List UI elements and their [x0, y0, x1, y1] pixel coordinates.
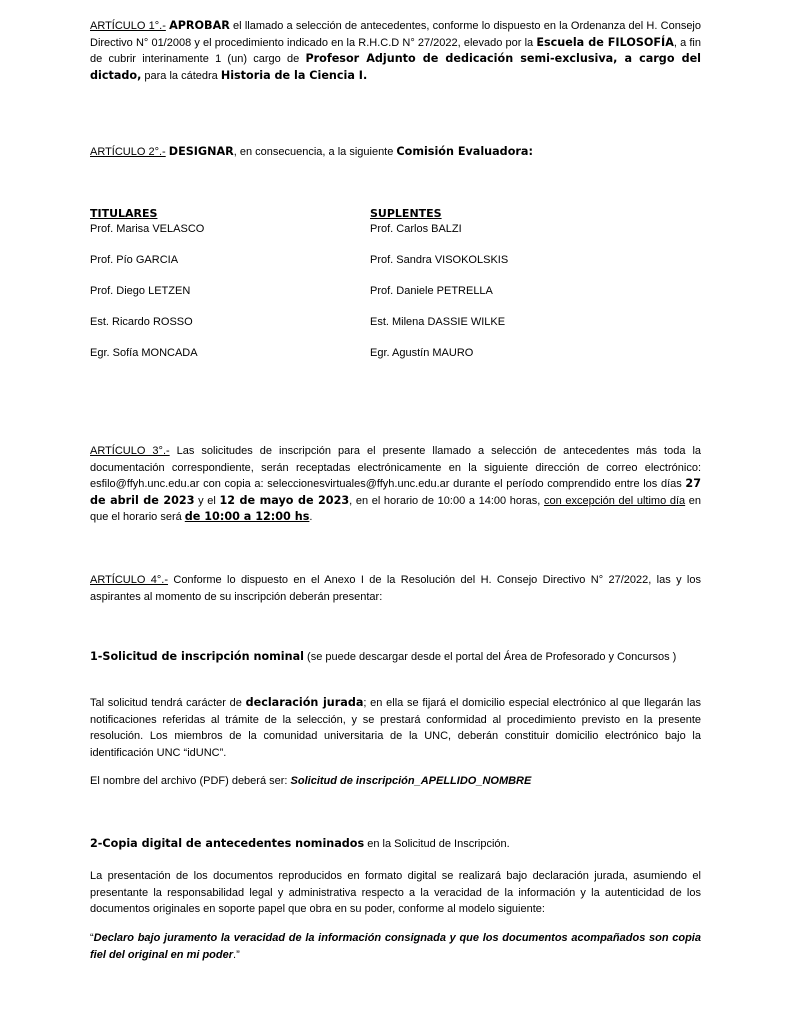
article-3-text-5: . — [309, 511, 313, 523]
article-1-label: ARTÍCULO 1°.- — [90, 20, 166, 32]
article-3-hours: de 10:00 a 12:00 hs — [184, 510, 310, 523]
article-1-course: Historia de la Ciencia I. — [220, 68, 368, 82]
paragraph-filename — [90, 773, 701, 790]
suplentes-column — [370, 207, 630, 359]
article-3-text-3: , en el horario de 10:00 a 14:00 horas, — [349, 494, 544, 507]
article-1-verb: APROBAR — [169, 19, 230, 32]
item-2-title: 2-Copia digital de antecedentes nominados — [90, 837, 365, 850]
article-4-label: ARTÍCULO 4°.- — [90, 574, 169, 586]
article-3-date-end: 12 de mayo de 2023 — [219, 493, 350, 507]
titulares-header: TITULARES — [90, 207, 158, 220]
article-1 — [90, 18, 701, 84]
paragraph-digital-copy — [90, 868, 701, 918]
titular-member: Egr. Sofía MONCADA — [90, 347, 198, 359]
paragraph-digital-copy-text: La presentación de los documentos reproducidos en formato digital se realizará bajo declaración jurada, asumiendo el presentante la responsabilidad legal y administrativa respecto a la veracidad de la información y la autenticidad de los documentos originales en soporte papel que obra en su poder, conforme al modelo siguiente: — [90, 870, 701, 915]
suplente-member: Est. Milena DASSIE WILKE — [370, 316, 506, 328]
quote-open: “ — [90, 932, 94, 944]
article-3-text-2: y el — [194, 494, 220, 507]
item-2-text: en la Solicitud de Inscripción. — [364, 838, 510, 850]
article-1-text-2: , a fin de cubrir interinamente 1 (un) cargo de — [90, 36, 701, 65]
titular-member: Prof. Pío GARCIA — [90, 254, 179, 266]
suplente-member: Prof. Carlos BALZI — [370, 223, 462, 235]
article-2 — [90, 144, 701, 161]
article-2-label: ARTÍCULO 2°.- — [90, 146, 166, 158]
article-4-text: Conforme lo dispuesto en el Anexo I de la Resolución del H. Consejo Directivo N° 27/2022, las y los aspirantes al momento de su inscripción deberán presentar: — [90, 574, 701, 603]
suplente-member: Prof. Daniele PETRELLA — [370, 285, 493, 297]
item-1 — [90, 649, 701, 666]
suplente-member: Prof. Sandra VISOKOLSKIS — [370, 254, 509, 266]
article-1-position: Profesor Adjunto de dedicación semi-exclusiva, a cargo del dictado, — [90, 52, 702, 82]
paragraph-declaration-text-2: ; en ella se fijará el domicilio especial electrónico al que llegarán las notificaciones referidas al trámite de la selección, y se prestará conformidad al procedimiento previsto en la presente resolución. Los miembros de la comunidad universitaria de la UNC, deberán constituir domicilio electrónico bajo la identificación UNC “idUNC”. — [90, 697, 701, 759]
paragraph-declaration-bold: declaración jurada — [245, 696, 364, 709]
article-3 — [90, 443, 701, 526]
filename-format: Solicitud de inscripción_APELLIDO_NOMBRE — [290, 775, 532, 787]
item-1-text: (se puede descargar desde el portal del Área de Profesorado y Concursos ) — [303, 651, 677, 663]
quote-close: .” — [233, 948, 240, 961]
article-3-label: ARTÍCULO 3°.- — [90, 445, 170, 457]
quote-text: Declaro bajo juramento la veracidad de la información consignada y que los documentos acompañados son copia fiel del original en mi poder — [90, 932, 701, 961]
article-3-text: Las solicitudes de inscripción para el presente llamado a selección de antecedentes más toda la documentación correspondiente, serán receptadas electrónicamente en la siguiente dirección de correo electrónico: esfilo@ffyh.unc.edu.ar con copia a: seleccionesvirtuales@ffyh.unc.edu.ar durante el período comprendido entre los días — [90, 445, 701, 490]
article-4 — [90, 572, 701, 605]
titulares-column — [90, 207, 350, 359]
titular-member: Est. Ricardo ROSSO — [90, 316, 193, 328]
article-2-committee: Comisión Evaluadora: — [396, 145, 533, 158]
item-1-title: 1-Solicitud de inscripción nominal — [90, 650, 304, 663]
article-3-text-4: en que el horario será — [90, 494, 701, 523]
article-2-text: , en consecuencia, a la siguiente — [233, 146, 397, 158]
article-3-date-start: 27 de abril de 2023 — [90, 477, 701, 507]
paragraph-filename-text: El nombre del archivo (PDF) deberá ser: — [90, 775, 291, 787]
paragraph-declaration-text: Tal solicitud tendrá carácter de — [90, 697, 246, 709]
sworn-statement-quote — [90, 930, 701, 963]
article-1-text-3: para la cátedra — [141, 69, 221, 82]
titular-member: Prof. Marisa VELASCO — [90, 223, 205, 235]
article-2-verb: DESIGNAR — [168, 145, 234, 158]
item-2 — [90, 836, 701, 853]
suplente-member: Egr. Agustín MAURO — [370, 347, 474, 359]
titular-member: Prof. Diego LETZEN — [90, 285, 191, 297]
suplentes-header: SUPLENTES — [370, 207, 442, 220]
article-1-school: Escuela de FILOSOFÍA — [536, 35, 674, 49]
paragraph-declaration — [90, 695, 701, 761]
article-1-text: el llamado a selección de antecedentes, conforme lo dispuesto en la Ordenanza del H. Consejo Directivo N° 01/2008 y el procedimiento indicado en la R.H.C.D N° 27/2022, elevado por la — [90, 20, 701, 49]
article-3-exception: con excepción del ultimo día — [543, 494, 686, 507]
